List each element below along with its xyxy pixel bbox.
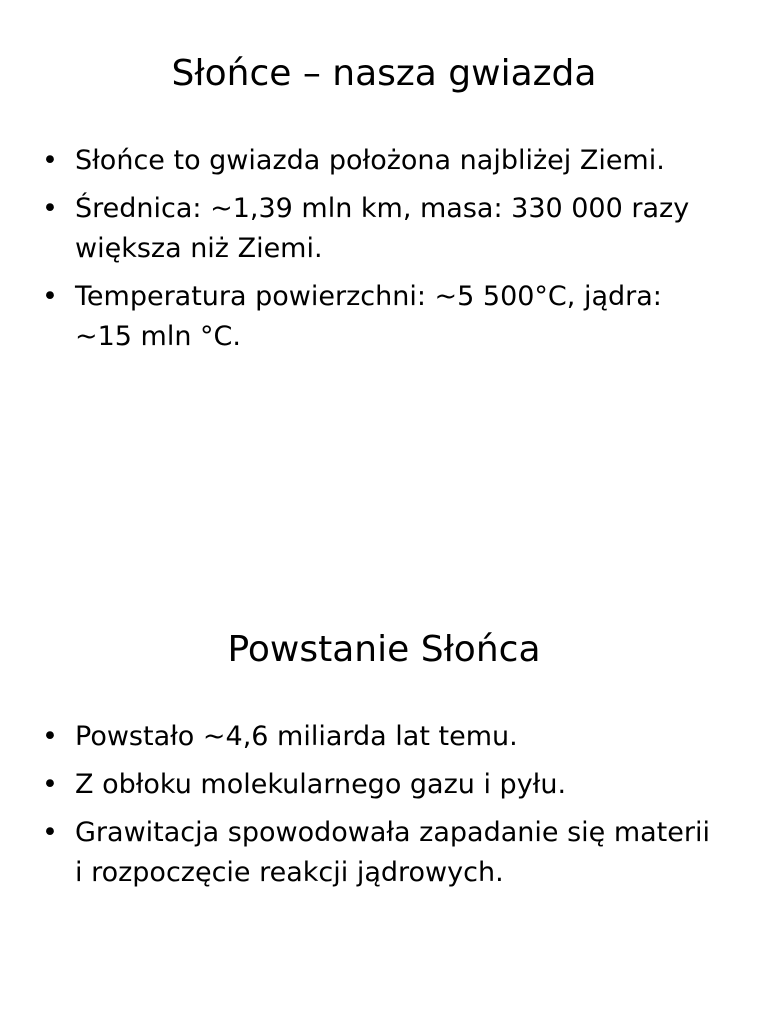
slide-title: Słońce – nasza gwiazda xyxy=(171,53,597,94)
bullet-icon: • xyxy=(42,193,58,224)
bullet-icon: • xyxy=(42,817,58,848)
bullet-icon: • xyxy=(42,721,58,752)
bullet-text: Powstało ~4,6 miliarda lat temu. xyxy=(75,721,518,752)
slide-title: Powstanie Słońca xyxy=(227,629,541,670)
bullet-item xyxy=(42,277,722,357)
bullet-text: Średnica: ~1,39 mln km, masa: 330 000 razy większa niż Ziemi. xyxy=(75,193,690,264)
bullet-item xyxy=(42,141,722,181)
bullet-list xyxy=(42,717,722,901)
bullet-text: Z obłoku molekularnego gazu i pyłu. xyxy=(75,769,567,800)
bullet-list xyxy=(42,141,722,365)
bullet-text: Temperatura powierzchni: ~5 500°C, jądra: ~15 mln °C. xyxy=(75,281,662,352)
bullet-icon: • xyxy=(42,145,58,176)
bullet-icon: • xyxy=(42,769,58,800)
bullet-icon: • xyxy=(42,281,58,312)
bullet-text: Słońce to gwiazda położona najbliżej Ziemi. xyxy=(75,145,665,176)
bullet-item xyxy=(42,813,722,893)
bullet-item xyxy=(42,189,722,269)
bullet-item xyxy=(42,717,722,757)
bullet-text: Grawitacja spowodowała zapadanie się materii i rozpoczęcie reakcji jądrowych. xyxy=(75,817,710,888)
slide-2 xyxy=(0,512,768,1024)
bullet-item xyxy=(42,765,722,805)
